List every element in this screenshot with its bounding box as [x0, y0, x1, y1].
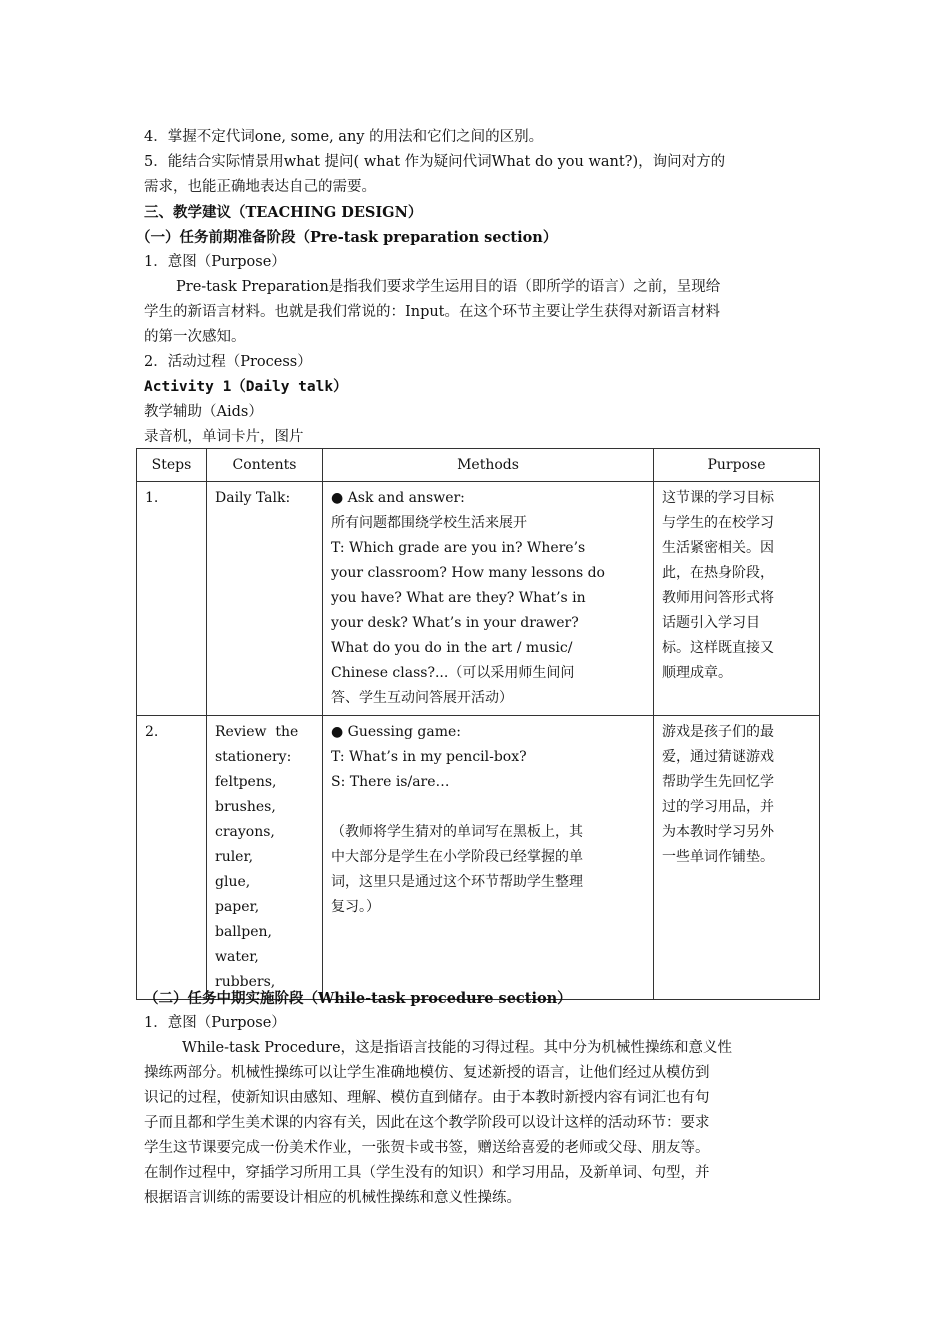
while-task-heading: （二）任务中期实施阶段（While-task procedure section） — [144, 990, 572, 1007]
while-task-line: 在制作过程中，穿插学习所用工具（学生没有的知识）和学习用品，及新单词、句型，并 — [144, 1165, 710, 1181]
while-task-line: 识记的过程，使新知识由感知、理解、模仿直到储存。由于本教时新授内容有词汇也有句 — [144, 1090, 710, 1106]
header-methods: Methods — [323, 449, 654, 482]
header-contents: Contents — [207, 449, 323, 482]
purpose-cell: 这节课的学习目标 与学生的在校学习 生活紧密相关。因 此，在热身阶段， 教师用问答形式将 话题引入学习目 标。这样既直接又 顺理成章。 — [654, 482, 820, 716]
while-task-line: While-task Procedure，这是指语言技能的习得过程。其中分为机械性操练和意义性 — [182, 1040, 733, 1056]
aids-label: 教学辅助（Aids） — [144, 404, 263, 420]
step-cell: 2. — [137, 716, 207, 1000]
contents-cell: Review the stationery: feltpens, brushes, crayons, ruler, glue, paper, ballpen, water, rubbers, — [207, 716, 323, 1000]
objective-item-5-line2: 需求，也能正确地表达自己的需要。 — [144, 179, 376, 195]
methods-cell: ● Guessing game: T: What’s in my pencil-box? S: There is/are… （教师将学生猜对的单词写在黑板上，其 中大部分是学生在小学阶段已经掌握的单 词，这里只是通过这个环节帮助学生整理 复习。） — [323, 716, 654, 1000]
table-header-row — [137, 449, 820, 482]
section-3-heading: 三、教学建议（TEACHING DESIGN） — [144, 204, 423, 221]
while-task-line: 操练两部分。机械性操练可以让学生准确地模仿、复述新授的语言，让他们经过从模仿到 — [144, 1065, 710, 1081]
while-task-purpose-label: 1．意图（Purpose） — [144, 1015, 286, 1031]
table-row — [137, 482, 820, 716]
objective-item-5-line1: 5．能结合实际情景用what 提问( what 作为疑问代词What do you want?)，询问对方的 — [144, 154, 726, 170]
aids-text: 录音机，单词卡片，图片 — [144, 429, 304, 445]
header-purpose: Purpose — [654, 449, 820, 482]
contents-cell: Daily Talk: — [207, 482, 323, 716]
table-row — [137, 716, 820, 1000]
objective-item-4: 4．掌握不定代词one, some, any 的用法和它们之间的区别。 — [144, 129, 544, 145]
while-task-line: 子而且都和学生美术课的内容有关，因此在这个教学阶段可以设计这样的活动环节：要求 — [144, 1115, 710, 1131]
methods-cell: ● Ask and answer: 所有问题都围绕学校生活来展开 T: Which grade are you in? Where’s your classroom? How many lessons do you have? What are they? What’s in your desk? What’s in your drawer? What do you do in the art / music/ Chinese class?...（可以采用师生间问 答、学生互动问答展开活动） — [323, 482, 654, 716]
while-task-line: 根据语言训练的需要设计相应的机械性操练和意义性操练。 — [144, 1190, 521, 1206]
while-task-line: 学生这节课要完成一份美术作业，一张贺卡或书签，赠送给喜爱的老师或父母、朋友等。 — [144, 1140, 710, 1156]
pre-task-purpose-line2: 学生的新语言材料。也就是我们常说的：Input。在这个环节主要让学生获得对新语言材料 — [144, 304, 721, 320]
activity-table — [136, 448, 820, 1000]
purpose-cell: 游戏是孩子们的最 爱，通过猜谜游戏 帮助学生先回忆学 过的学习用品，并 为本教时学习另外 一些单词作铺垫。 — [654, 716, 820, 1000]
activity-title: Activity 1（Daily talk） — [144, 379, 348, 395]
header-steps: Steps — [137, 449, 207, 482]
step-cell: 1. — [137, 482, 207, 716]
pre-task-purpose-label: 1．意图（Purpose） — [144, 254, 286, 270]
pre-task-purpose-line1: Pre-task Preparation是指我们要求学生运用目的语（即所学的语言）之前，呈现给 — [176, 279, 721, 295]
process-label: 2．活动过程（Process） — [144, 354, 312, 370]
pre-task-heading: （一）任务前期准备阶段（Pre-task preparation section） — [136, 229, 558, 246]
pre-task-purpose-line3: 的第一次感知。 — [144, 329, 246, 345]
